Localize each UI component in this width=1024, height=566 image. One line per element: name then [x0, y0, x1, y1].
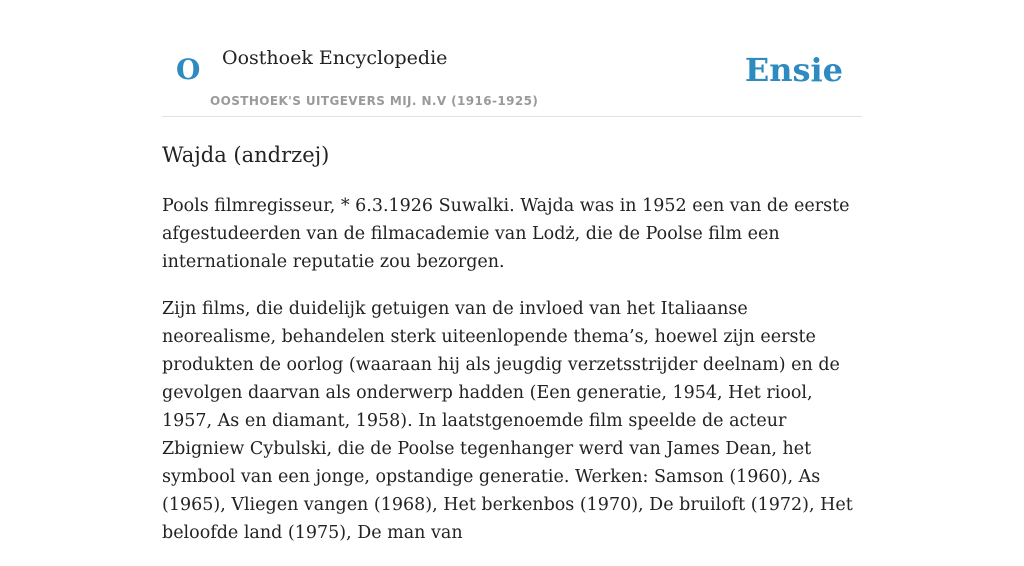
book-title[interactable]: Oosthoek Encyclopedie	[222, 47, 448, 69]
article-paragraph: Pools filmregisseur, * 6.3.1926 Suwalki. Wajda was in 1952 een van de eerste afgestudeerden van de filmacademie van Lodż, die de Poolse film een internationale reputatie zou bezorgen.	[162, 196, 850, 272]
article-headword: Wajda (andrzej)	[162, 143, 330, 167]
book-logo-letter: O	[176, 53, 201, 86]
page	[162, 0, 862, 543]
article-body	[162, 192, 862, 566]
article-paragraph: Zijn films, die duidelijk getuigen van de invloed van het Italiaanse neorealisme, behandelen sterk uiteenlopende thema’s, hoewel zijn eerste produkten de oorlog (waaraan hij als jeugdig verzetsstrijder deelnam) en de gevolgen daarvan als onderwerp hadden (Een generatie, 1954, Het riool, 1957, As en diamant, 1958). In laatstgenoemde film speelde de acteur Zbigniew Cybulski, die de Poolse tegenhanger werd van James Dean, het symbool van een jonge, opstandige generatie. Werken: Samson (1960), As (1965), Vliegen vangen (1968), Het berkenbos (1970), De bruiloft (1972), Het beloofde land (1975), De man van	[162, 299, 853, 543]
publisher-label: OOSTHOEK'S UITGEVERS MIJ. N.V (1916-1925)	[210, 94, 539, 108]
header	[162, 0, 862, 117]
ensie-logo-link[interactable]: Ensie	[744, 51, 843, 89]
